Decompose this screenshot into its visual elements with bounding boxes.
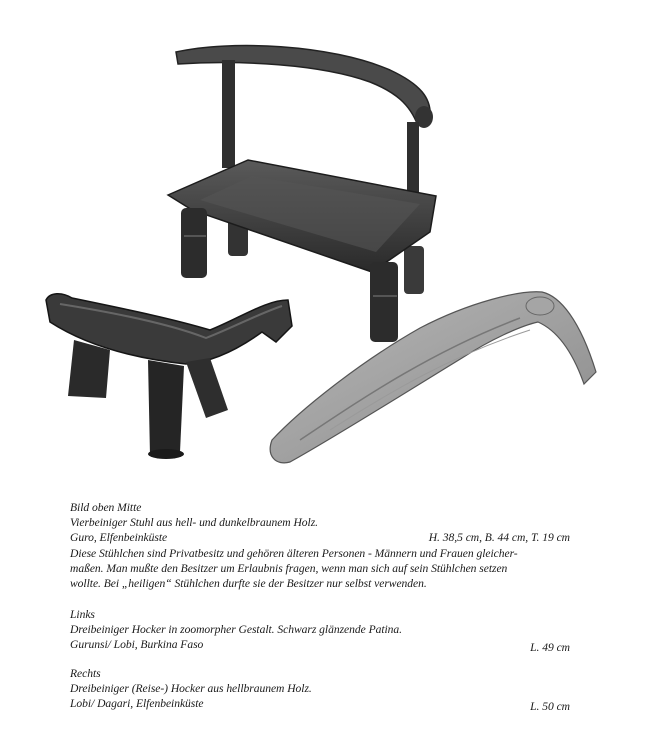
caption-origin: Guro, Elfenbeinküste [70,531,168,545]
caption-title: Vierbeiniger Stuhl aus hell- und dunkelbraunem Holz. [70,516,319,530]
caption-origin: Lobi/ Dagari, Elfenbeinküste [70,697,204,711]
caption-center [70,500,570,591]
caption-origin-row [70,696,570,714]
caption-dimensions: L. 49 cm [530,641,570,655]
caption-title: Dreibeiniger (Reise-) Hocker aus hellbraunem Holz. [70,682,312,696]
caption-origin: Gurunsi/ Lobi, Burkina Faso [70,638,204,652]
caption-heading: Bild oben Mitte [70,501,142,514]
caption-title: Dreibeiniger Hocker in zoomorpher Gestalt. Schwarz glänzende Patina. [70,623,403,637]
caption-dimensions: L. 50 cm [530,700,570,714]
stool-right-image [270,292,596,463]
caption-description-line: Diese Stühlchen sind Privatbesitz und gehören älteren Personen - Männern und Frauen gleicher- [70,546,518,560]
caption-left [70,607,570,653]
caption-origin-row [70,530,570,545]
caption-origin-row [70,637,570,655]
caption-heading: Links [70,608,95,621]
caption-description-line: maßen. Man mußte den Besitzer um Erlaubnis fragen, wenn man sich auf sein Stühlchen setzen [70,561,508,575]
caption-heading: Rechts [70,667,101,680]
stool-left-image [46,294,292,459]
caption-description-line: wollte. Bei „heiligen“ Stühlchen durfte sie der Besitzer nur selbst verwenden. [70,576,427,590]
stool-center-image [168,46,436,342]
caption-right [70,666,570,712]
caption-dimensions: H. 38,5 cm, B. 44 cm, T. 19 cm [428,531,570,545]
